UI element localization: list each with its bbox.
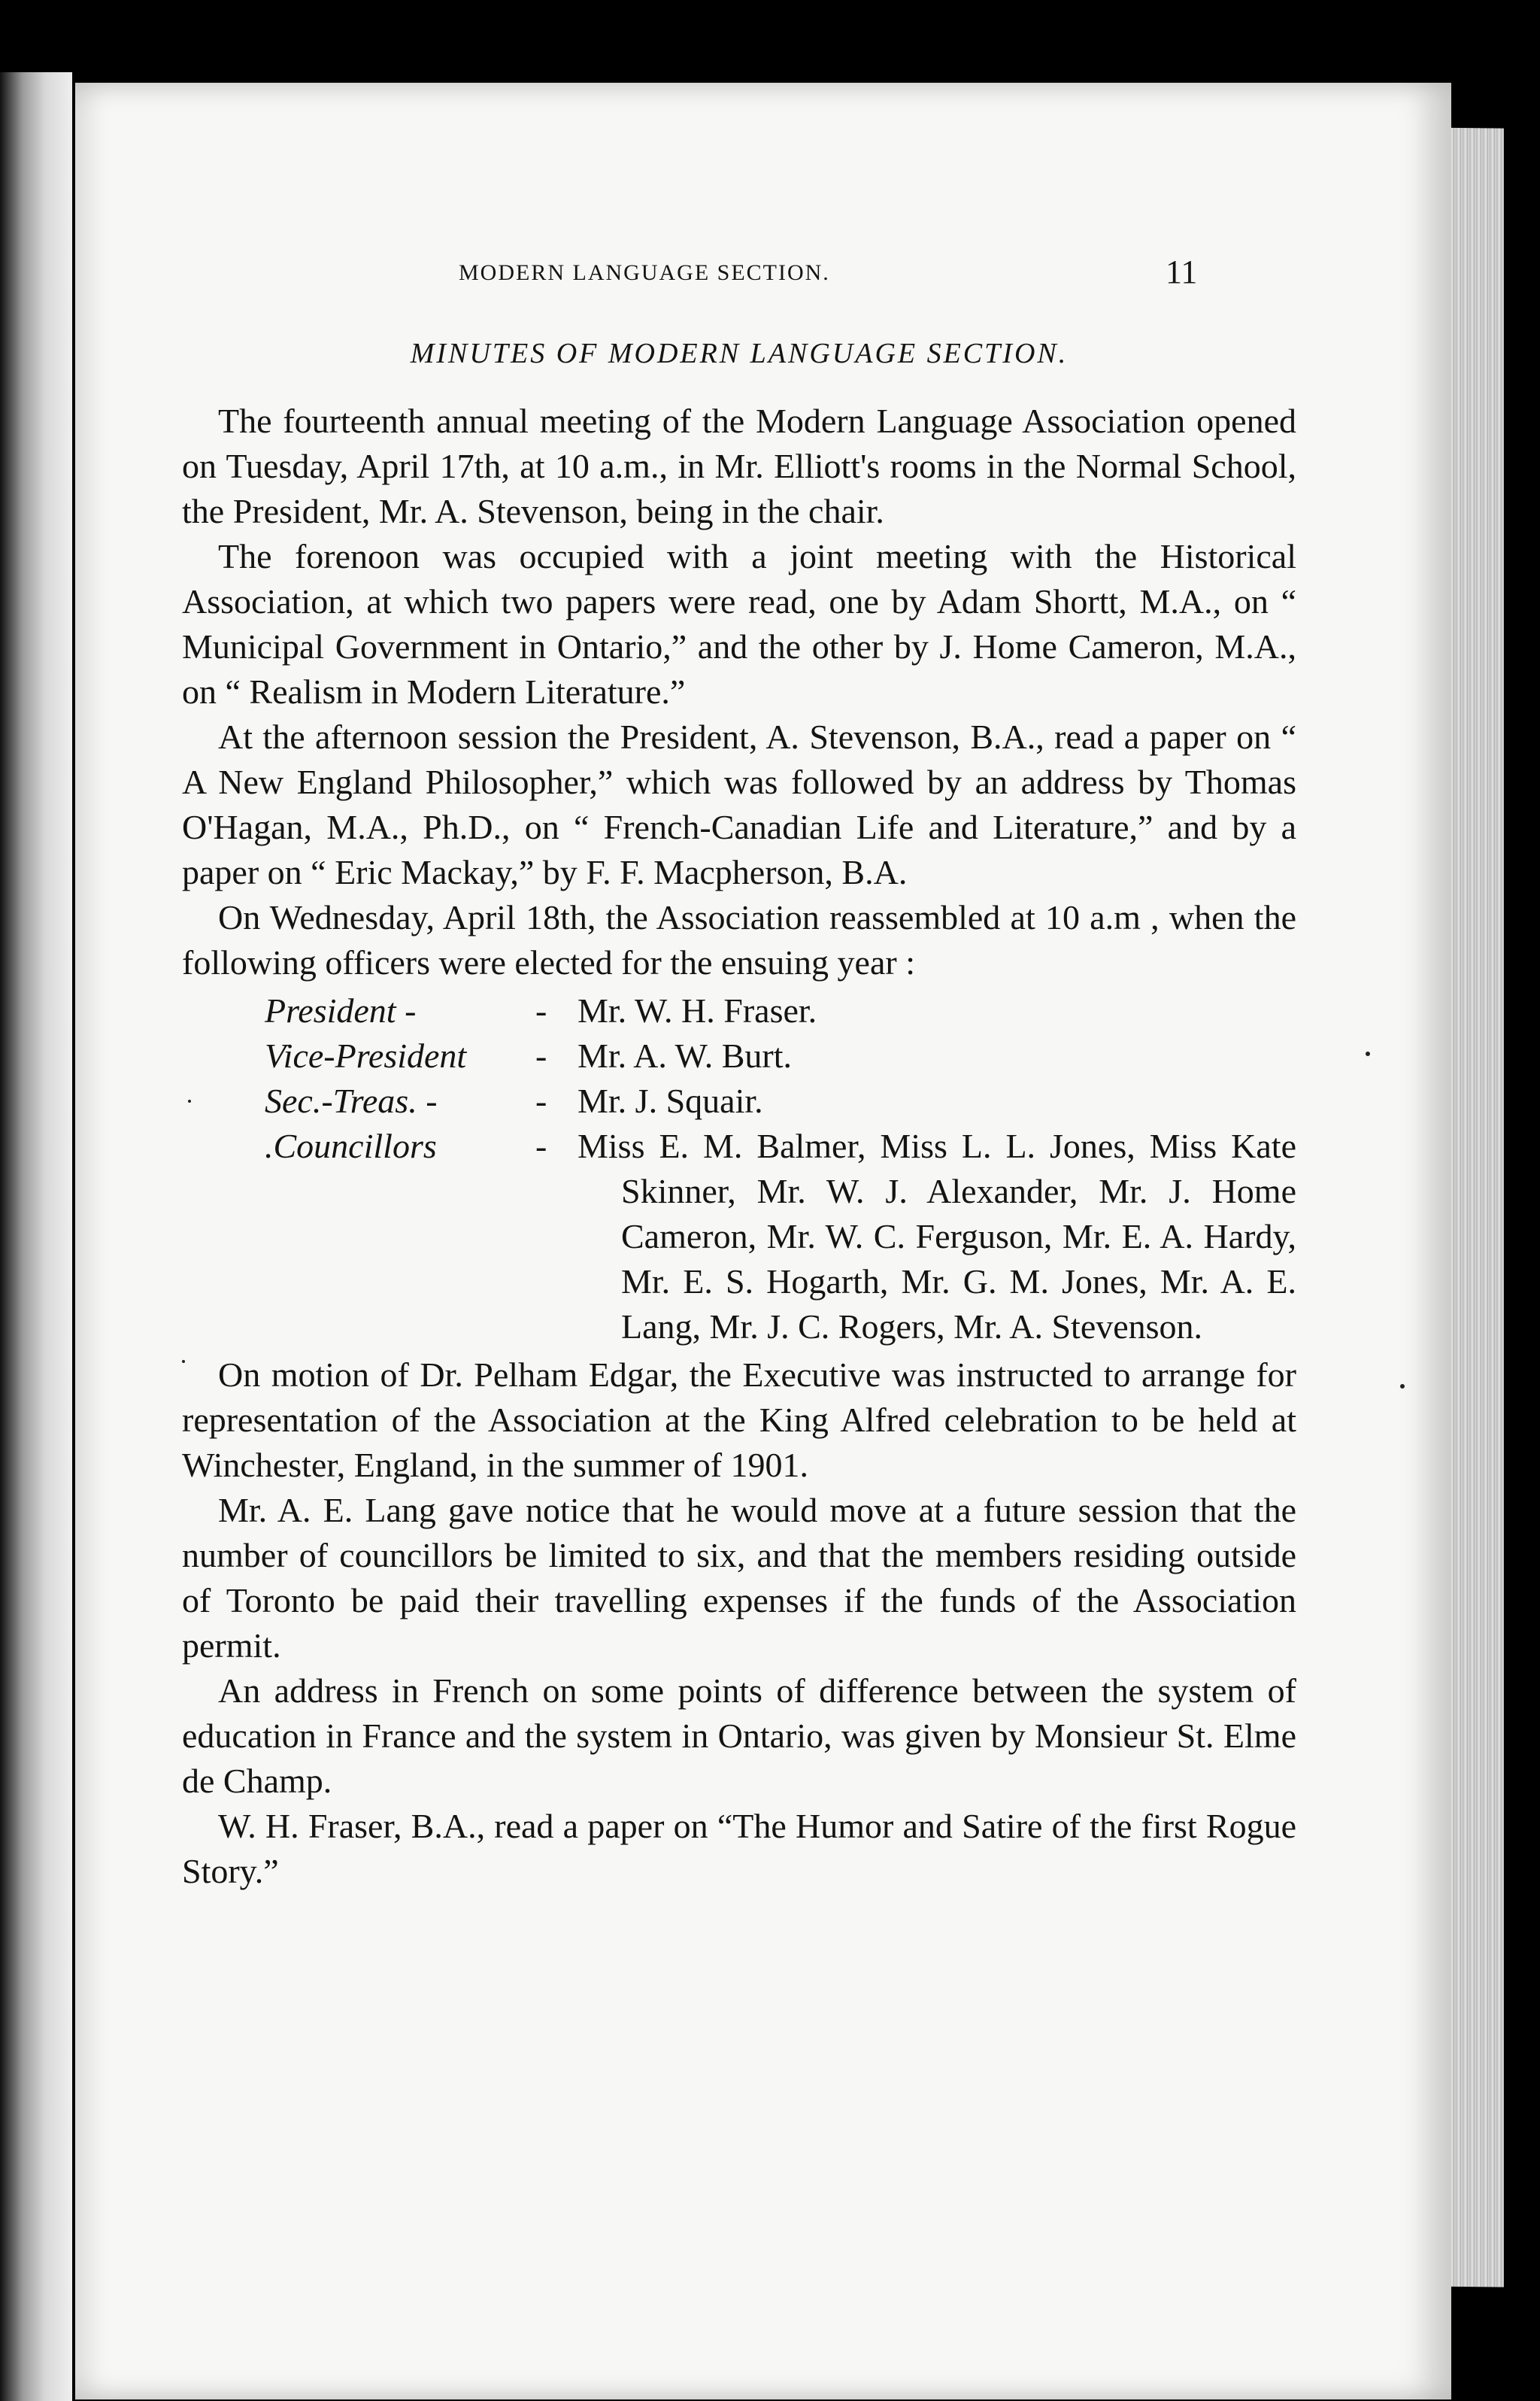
officer-row <box>265 1034 1296 1079</box>
officer-name: Mr. J. Squair. <box>578 1082 763 1120</box>
officer-name: Miss E. M. Balmer, Miss L. L. Jones, Miss Kate Skinner, Mr. W. J. Alexander, Mr. J. Home Cameron, Mr. W. C. Ferguson, Mr. E. A. Hardy, Mr. E. S. Hogarth, Mr. G. M. Jones, Mr. A. E. Lang, Mr. J. C. Rogers, Mr. A. Stevenson. <box>578 1127 1296 1346</box>
page-number: 11 <box>1166 253 1198 290</box>
dust-speck <box>1400 1384 1405 1389</box>
paragraph: The fourteenth annual meeting of the Modern Language Association opened on Tuesday, April 17th, at 10 a.m., in Mr. Elliott's rooms in the Normal School, the President, Mr. A. Stevenson, being in the chair. <box>182 402 1296 530</box>
paragraph: Mr. A. E. Lang gave notice that he would move at a future session that the number of councillors be limited to six, and that the members residing outside of Toronto be paid their travelling expenses if the funds of the Association permit. <box>182 1491 1296 1665</box>
paragraph: The forenoon was occupied with a joint meeting with the Historical Association, at which two papers were read, one by Adam Shortt, M.A., on “ Municipal Government in Ontario,” and the other by J. Home Cameron, M.A., on “ Realism in Modern Literature.” <box>182 537 1296 711</box>
officer-name: Mr. W. H. Fraser. <box>578 991 817 1030</box>
officer-role: Vice-President <box>265 1037 467 1075</box>
officer-row <box>265 1124 1296 1349</box>
officer-row <box>265 1079 1296 1124</box>
section-title: MINUTES OF MODERN LANGUAGE SECTION. <box>410 338 1069 369</box>
officer-role: .Councillors <box>265 1127 437 1165</box>
book-page <box>75 83 1451 2399</box>
officer-dash: - <box>535 991 547 1030</box>
officer-dash: - <box>535 1082 547 1120</box>
officer-name: Mr. A. W. Burt. <box>578 1037 793 1075</box>
officer-role: President - <box>265 991 417 1030</box>
officer-role: Sec.-Treas. - <box>265 1082 438 1120</box>
officer-dash: - <box>535 1037 547 1075</box>
paragraph: W. H. Fraser, B.A., read a paper on “The Humor and Satire of the first Rogue Story.” <box>182 1807 1296 1890</box>
dust-speck <box>182 1360 185 1363</box>
dust-speck <box>1366 1052 1370 1056</box>
dust-speck <box>188 1100 191 1103</box>
officer-dash: - <box>535 1127 547 1165</box>
officer-row <box>265 988 1296 1034</box>
officers-list <box>265 988 1296 1349</box>
text-block <box>182 331 1296 1894</box>
running-head <box>75 253 1451 298</box>
paragraph: An address in French on some points of difference between the system of education in France and the system in Ontario, was given by Monsieur St. Elme de Champ. <box>182 1671 1296 1800</box>
paragraph: On Wednesday, April 18th, the Association reassembled at 10 a.m , when the following officers were elected for the ensuing year : <box>182 898 1296 982</box>
paragraph: On motion of Dr. Pelham Edgar, the Executive was instructed to arrange for representation of the Association at the King Alfred celebration to be held at Winchester, England, in the summer of 1901. <box>182 1355 1296 1484</box>
running-title: MODERN LANGUAGE SECTION. <box>459 260 830 285</box>
paragraph: At the afternoon session the President, A. Stevenson, B.A., read a paper on “ A New England Philosopher,” which was followed by an address by Thomas O'Hagan, M.A., Ph.D., on “ French-Canadian Life and Literature,” and by a paper on “ Eric Mackay,” by F. F. Macpherson, B.A. <box>182 718 1296 891</box>
previous-page-edge <box>0 72 72 2401</box>
